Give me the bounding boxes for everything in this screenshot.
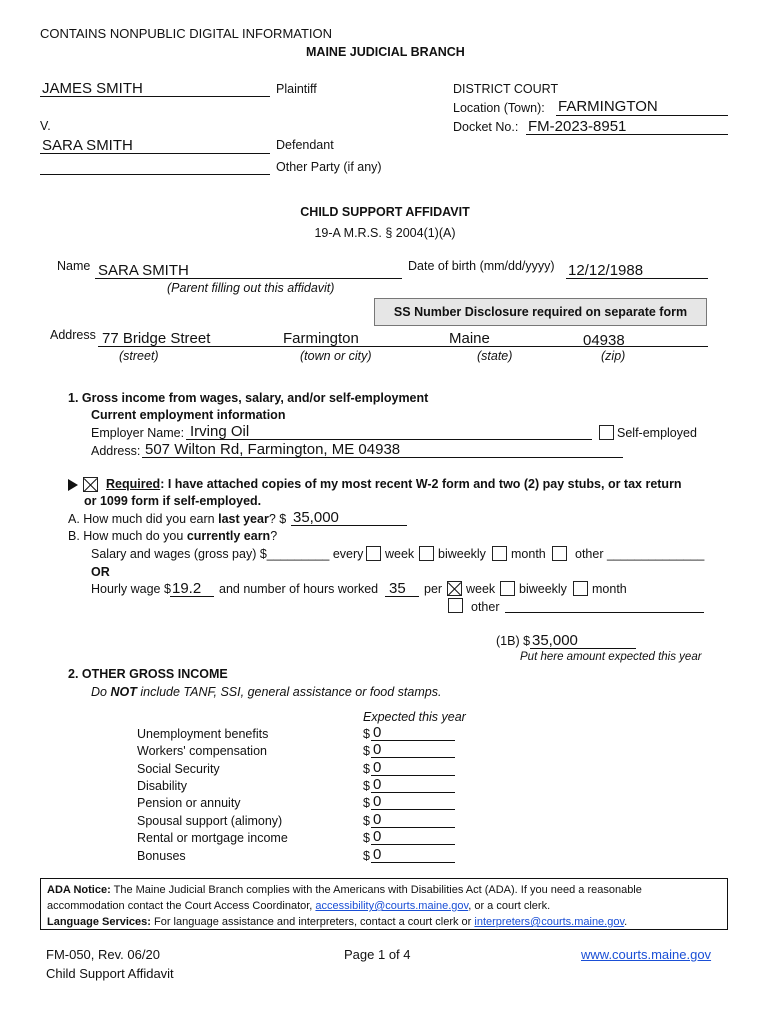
versus-label: V. [40,119,51,133]
per-other-label: other [471,600,500,614]
other-income-value[interactable]: 0 [373,828,382,845]
per-label: per [424,582,443,596]
section1-subheading: Current employment information [91,408,286,422]
per-week-checkbox[interactable] [447,581,462,596]
question-a-bold: last year [218,512,269,526]
page-number: Page 1 of 4 [344,947,411,962]
section2-heading: 2. OTHER GROSS INCOME [68,667,228,681]
hourly-underline [170,596,214,597]
hourly-wage-field[interactable]: 19.2 [172,580,202,597]
ada-notice-text: The Maine Judicial Branch complies with the Americans with Disabilities Act (ADA). If you need a reasonable accommodation contact the Court Access Coordinator, [47,884,642,912]
language-services-label: Language Services: [47,916,151,928]
other-income-label: Rental or mortgage income [137,831,288,845]
confidential-notice: CONTAINS NONPUBLIC DIGITAL INFORMATION [40,26,333,41]
salary-label: Salary and wages (gross pay) $_________ every [91,547,364,561]
employer-underline [186,439,592,440]
total-1b-underline [530,648,636,649]
per-other-checkbox[interactable] [448,598,463,613]
salary-week-checkbox[interactable] [366,546,381,561]
address-label: Address [50,328,96,342]
state-field[interactable]: Maine [449,330,490,347]
question-a-label: A. How much did you earn [68,512,215,526]
salary-biweekly-checkbox[interactable] [419,546,434,561]
street-field[interactable]: 77 Bridge Street [102,330,211,347]
required-word: Required [106,477,161,491]
form-code: FM-050, Rev. 06/20 [46,947,160,962]
question-b-label: B. How much do you [68,529,184,543]
salary-month-checkbox[interactable] [492,546,507,561]
court-title: DISTRICT COURT [453,82,559,96]
defendant-underline [40,153,270,154]
other-income-value[interactable]: 0 [373,811,382,828]
required-text-2: or 1099 form if self-employed. [84,494,262,508]
or-label: OR [91,565,110,579]
other-income-value[interactable]: 0 [373,776,382,793]
value-underline [371,757,455,758]
ss-disclosure-notice: SS Number Disclosure required on separate form [374,298,707,326]
form-title: CHILD SUPPORT AFFIDAVIT [300,205,470,219]
section2-note-pre: Do [91,685,107,699]
dollar-sign: $ [363,727,370,741]
plaintiff-underline [40,96,270,97]
location-label: Location (Town): [453,101,545,115]
other-party-underline [40,174,270,175]
value-underline [371,792,455,793]
website-link[interactable]: www.courts.maine.gov [581,947,712,962]
employer-label: Employer Name: [91,426,185,440]
hours-label: and number of hours worked [219,582,379,596]
ada-notice-end: , or a court clerk. [468,900,551,912]
name-field[interactable]: SARA SMITH [98,262,189,279]
self-employed-checkbox[interactable] [599,425,614,440]
per-week-label: week [466,582,496,596]
dollar-sign: $ [363,744,370,758]
address-underline [98,346,708,347]
last-year-underline [291,525,407,526]
required-text-1: : I have attached copies of my most recent W-2 form and two (2) pay stubs, or tax return [160,477,682,491]
interpreters-email-link[interactable]: interpreters@courts.maine.gov [474,916,625,928]
defendant-name-field[interactable]: SARA SMITH [42,137,133,154]
section2-note-bold: NOT [110,685,137,699]
dob-field[interactable]: 12/12/1988 [568,262,644,279]
ada-notice-box [40,878,728,930]
defendant-label: Defendant [276,138,334,152]
last-year-earnings-field[interactable]: 35,000 [293,509,339,526]
per-biweekly-label: biweekly [519,582,567,596]
branch-title: MAINE JUDICIAL BRANCH [306,45,465,59]
dollar-sign: $ [363,814,370,828]
other-party-label: Other Party (if any) [276,160,382,174]
value-underline [371,844,455,845]
total-1b-hint: Put here amount expected this year [520,651,702,663]
required-checkbox[interactable] [83,477,98,492]
statute-reference: 19-A M.R.S. § 2004(1)(A) [314,226,456,240]
arrow-icon [68,479,78,491]
dob-underline [566,278,708,279]
dollar-sign: $ [363,779,370,793]
expected-this-year-header: Expected this year [363,710,466,724]
employer-address-underline [142,457,623,458]
other-income-value[interactable]: 0 [373,759,382,776]
dob-label: Date of birth (mm/dd/yyyy) [408,259,555,273]
town-field[interactable]: Farmington [283,330,359,347]
street-hint: (street) [119,349,159,363]
plaintiff-name-field[interactable]: JAMES SMITH [42,80,143,97]
total-1b-field[interactable]: 35,000 [532,632,578,649]
dollar-sign: $ [363,796,370,810]
other-income-value[interactable]: 0 [373,846,382,863]
language-services-text: For language assistance and interpreters, contact a court clerk or [154,916,472,928]
dollar-sign: $ [363,762,370,776]
other-income-label: Pension or annuity [137,796,241,810]
per-biweekly-checkbox[interactable] [500,581,515,596]
state-hint: (state) [477,349,513,363]
form-name: Child Support Affidavit [46,966,174,981]
location-underline [556,115,728,116]
plaintiff-label: Plaintiff [276,82,317,96]
salary-week-label: week [385,547,415,561]
salary-month-label: month [511,547,546,561]
dollar-sign: $ [363,831,370,845]
hourly-label: Hourly wage $ [91,582,171,596]
employer-address-label: Address: [91,444,141,458]
per-month-checkbox[interactable] [573,581,588,596]
other-income-value[interactable]: 0 [373,741,382,758]
location-field[interactable]: FARMINGTON [558,98,658,115]
other-income-label: Disability [137,779,188,793]
self-employed-label: Self-employed [617,426,697,440]
ada-notice-label: ADA Notice: [47,884,111,896]
section2-note-post: include TANF, SSI, general assistance or food stamps. [140,685,442,699]
employer-address-field[interactable]: 507 Wilton Rd, Farmington, ME 04938 [145,441,401,458]
docket-field[interactable]: FM-2023-8951 [528,118,627,135]
other-income-value[interactable]: 0 [373,793,382,810]
salary-other-label: other ______________ [575,547,705,561]
salary-other-checkbox[interactable] [552,546,567,561]
other-income-label: Spousal support (alimony) [137,814,283,828]
language-services-end: . [624,916,628,928]
other-income-label: Social Security [137,762,220,776]
zip-hint: (zip) [601,349,626,363]
value-underline [371,809,455,810]
hours-field[interactable]: 35 [389,580,406,597]
employer-field[interactable]: Irving Oil [190,423,250,440]
dollar-sign: $ [363,849,370,863]
value-underline [371,740,455,741]
name-label: Name [57,259,91,273]
total-1b-label: (1B) $ [496,634,531,648]
docket-label: Docket No.: [453,120,519,134]
docket-underline [526,134,728,135]
zip-field[interactable]: 04938 [583,332,625,349]
value-underline [371,862,455,863]
accessibility-email-link[interactable]: accessibility@courts.maine.gov [315,900,469,912]
salary-biweekly-label: biweekly [438,547,486,561]
section1-heading: 1. Gross income from wages, salary, and/or self-employment [68,391,429,405]
question-b-end: ? [270,529,278,543]
name-hint: (Parent filling out this affidavit) [167,281,335,295]
other-income-label: Bonuses [137,849,186,863]
hours-underline [385,596,419,597]
per-month-label: month [592,582,627,596]
town-hint: (town or city) [300,349,372,363]
other-income-value[interactable]: 0 [373,724,382,741]
per-other-underline [505,612,704,613]
question-b-bold: currently earn [186,529,271,543]
other-income-label: Workers' compensation [137,744,267,758]
value-underline [371,827,455,828]
name-underline [95,278,402,279]
question-a-end: ? $ [268,512,287,526]
other-income-label: Unemployment benefits [137,727,269,741]
value-underline [371,775,455,776]
